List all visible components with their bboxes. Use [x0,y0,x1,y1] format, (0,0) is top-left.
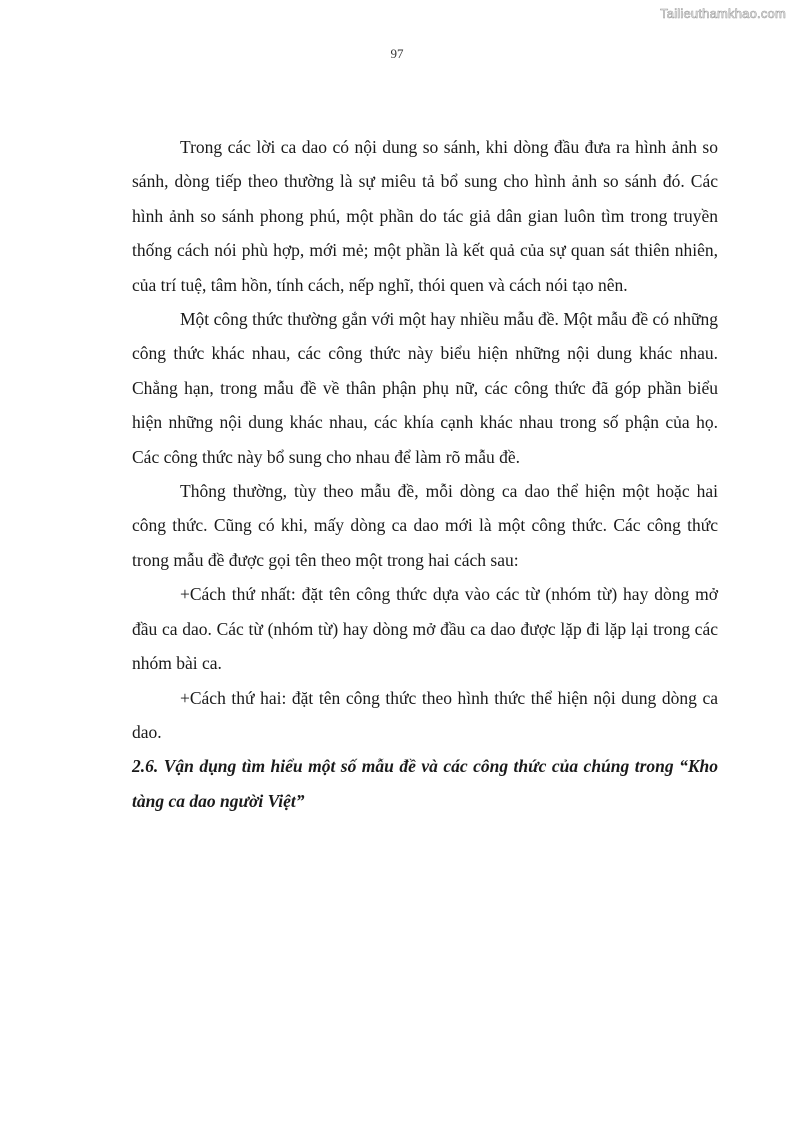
paragraph-method-two: +Cách thứ hai: đặt tên công thức theo hình thức thể hiện nội dung dòng ca dao. [132,687,718,742]
paragraph-formula-theme: Một công thức thường gắn với một hay nhiều mẫu đề. Một mẫu đề có những công thức khác nhau, các công thức này biểu hiện những nội dung khác nhau. Chẳng hạn, trong mẫu đề về thân phận phụ nữ, các công thức đã góp phần biểu hiện những nội dung khác nhau, các khía cạnh khác nhau trong số phận của họ. Các công thức này bổ sung cho nhau để làm rõ mẫu đề. [132,309,718,467]
paragraph-comparison: Trong các lời ca dao có nội dung so sánh, khi dòng đầu đưa ra hình ảnh so sánh, dòng tiếp theo thường là sự miêu tả bổ sung cho hình ảnh so sánh đó. Các hình ảnh so sánh phong phú, một phần do tác giả dân gian luôn tìm trong truyền thống cách nói phù hợp, mới mẻ; một phần là kết quả của sự quan sát thiên nhiên, của trí tuệ, tâm hồn, tính cách, nếp nghĩ, thói quen và cách nói tạo nên. [132,137,718,295]
document-body [132,130,718,818]
section-heading: 2.6. Vận dụng tìm hiểu một số mẫu đề và các công thức của chúng trong “Kho tàng ca dao người Việt” [132,756,718,811]
paragraph-method-one: +Cách thứ nhất: đặt tên công thức dựa vào các từ (nhóm từ) hay dòng mở đầu ca dao. Các từ (nhóm từ) hay dòng mở đầu ca dao được lặp đi lặp lại trong các nhóm bài ca. [132,584,718,674]
page-number: 97 [390,46,404,61]
paragraph-naming-methods: Thông thường, tùy theo mẫu đề, mỗi dòng ca dao thể hiện một hoặc hai công thức. Cũng có khi, mấy dòng ca dao mới là một công thức. Các công thức trong mẫu đề được gọi tên theo một trong hai cách sau: [132,481,718,570]
watermark: Tailieuthamkhao.com [660,6,786,21]
